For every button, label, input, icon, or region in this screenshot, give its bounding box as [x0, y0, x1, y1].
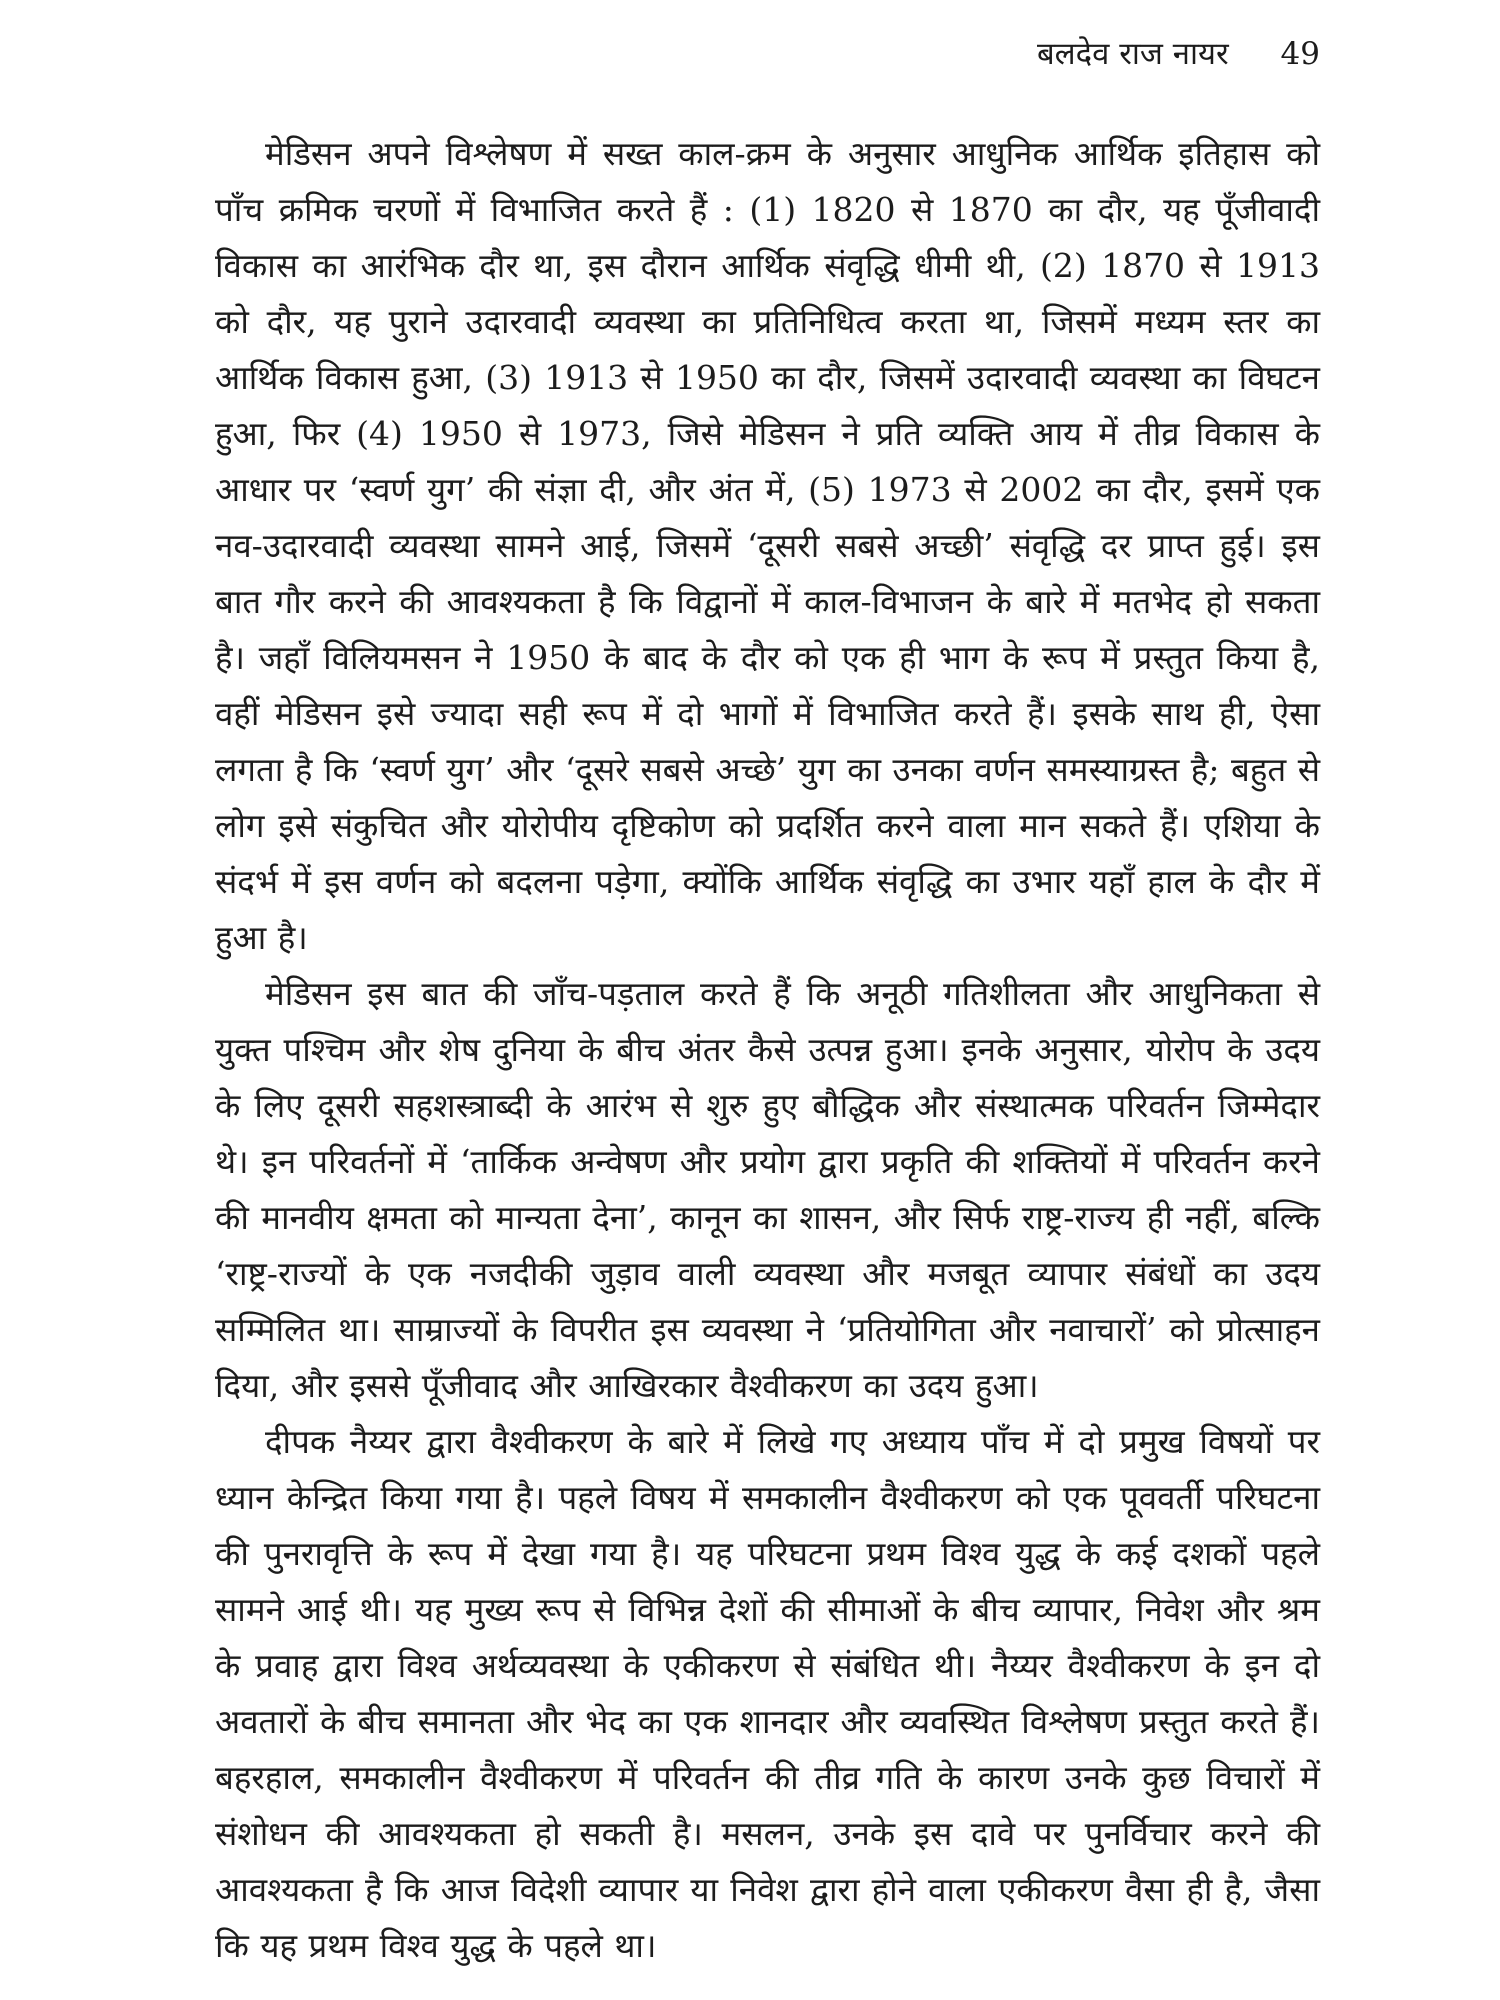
paragraph-2: मेडिसन इस बात की जाँच-पड़ताल करते हैं कि अनूठी गतिशीलता और आधुनिकता से युक्त पश्चिम और शेष दुनिया के बीच अंतर कैसे उत्पन्न हुआ। इनके अनुसार, योरोप के उदय के लिए दूसरी सहशस्त्राब्दी के आरंभ से शुरु हुए बौद्धिक और संस्थात्मक परिवर्तन जिम्मेदार थे। इन परिवर्तनों में ‘तार्किक अन्वेषण और प्रयोग द्वारा प्रकृति की शक्तियों में परिवर्तन करने की मानवीय क्षमता को मान्यता देना’, कानून का शासन, और सिर्फ राष्ट्र-राज्य ही नहीं, बल्कि ‘राष्ट्र-राज्यों के एक नजदीकी जुड़ाव वाली व्यवस्था और मजबूत व्यापार संबंधों का उदय सम्मिलित था। साम्राज्यों के विपरीत इस व्यवस्था ने ‘प्रतियोगिता और नवाचारों’ को प्रोत्साहन दिया, और इससे पूँजीवाद और आखिरकार वैश्वीकरण का उदय हुआ। — [215, 974, 1320, 1405]
page-number: 49 — [1280, 36, 1320, 72]
page-body — [215, 126, 1320, 1974]
running-head-author: बलदेव राज नायर — [1036, 36, 1229, 72]
running-head — [215, 34, 1320, 74]
paragraph-1: मेडिसन अपने विश्लेषण में सख्त काल-क्रम के अनुसार आधुनिक आर्थिक इतिहास को पाँच क्रमिक चरणों में विभाजित करते हैं : (1) 1820 से 1870 का दौर, यह पूँजीवादी विकास का आरंभिक दौर था, इस दौरान आर्थिक संवृद्धि धीमी थी, (2) 1870 से 1913 को दौर, यह पुराने उदारवादी व्यवस्था का प्रतिनिधित्व करता था, जिसमें मध्यम स्तर का आर्थिक विकास हुआ, (3) 1913 से 1950 का दौर, जिसमें उदारवादी व्यवस्था का विघटन हुआ, फिर (4) 1950 से 1973, जिसे मेडिसन ने प्रति व्यक्ति आय में तीव्र विकास के आधार पर ‘स्वर्ण युग’ की संज्ञा दी, और अंत में, (5) 1973 से 2002 का दौर, इसमें एक नव-उदारवादी व्यवस्था सामने आई, जिसमें ‘दूसरी सबसे अच्छी’ संवृद्धि दर प्राप्त हुई। इस बात गौर करने की आवश्यकता है कि विद्वानों में काल-विभाजन के बारे में मतभेद हो सकता है। जहाँ विलियमसन ने 1950 के बाद के दौर को एक ही भाग के रूप में प्रस्तुत किया है, वहीं मेडिसन इसे ज्यादा सही रूप में दो भागों में विभाजित करते हैं। इसके साथ ही, ऐसा लगता है कि ‘स्वर्ण युग’ और ‘दूसरे सबसे अच्छे’ युग का उनका वर्णन समस्याग्रस्त है; बहुत से लोग इसे संकुचित और योरोपीय दृष्टिकोण को प्रदर्शित करने वाला मान सकते हैं। एशिया के संदर्भ में इस वर्णन को बदलना पड़ेगा, क्योंकि आर्थिक संवृद्धि का उभार यहाँ हाल के दौर में हुआ है। — [215, 134, 1320, 957]
paragraph-3: दीपक नैय्यर द्वारा वैश्वीकरण के बारे में लिखे गए अध्याय पाँच में दो प्रमुख विषयों पर ध्यान केन्द्रित किया गया है। पहले विषय में समकालीन वैश्वीकरण को एक पूववर्ती परिघटना की पुनरावृत्ति के रूप में देखा गया है। यह परिघटना प्रथम विश्व युद्ध के कई दशकों पहले सामने आई थी। यह मुख्य रूप से विभिन्न देशों की सीमाओं के बीच व्यापार, निवेश और श्रम के प्रवाह द्वारा विश्व अर्थव्यवस्था के एकीकरण से संबंधित थी। नैय्यर वैश्वीकरण के इन दो अवतारों के बीच समानता और भेद का एक शानदार और व्यवस्थित विश्लेषण प्रस्तुत करते हैं। बहरहाल, समकालीन वैश्वीकरण में परिवर्तन की तीव्र गति के कारण उनके कुछ विचारों में संशोधन की आवश्यकता हो सकती है। मसलन, उनके इस दावे पर पुनर्विचार करने की आवश्यकता है कि आज विदेशी व्यापार या निवेश द्वारा होने वाला एकीकरण वैसा ही है, जैसा कि यह प्रथम विश्व युद्ध के पहले था। — [215, 1422, 1320, 1965]
